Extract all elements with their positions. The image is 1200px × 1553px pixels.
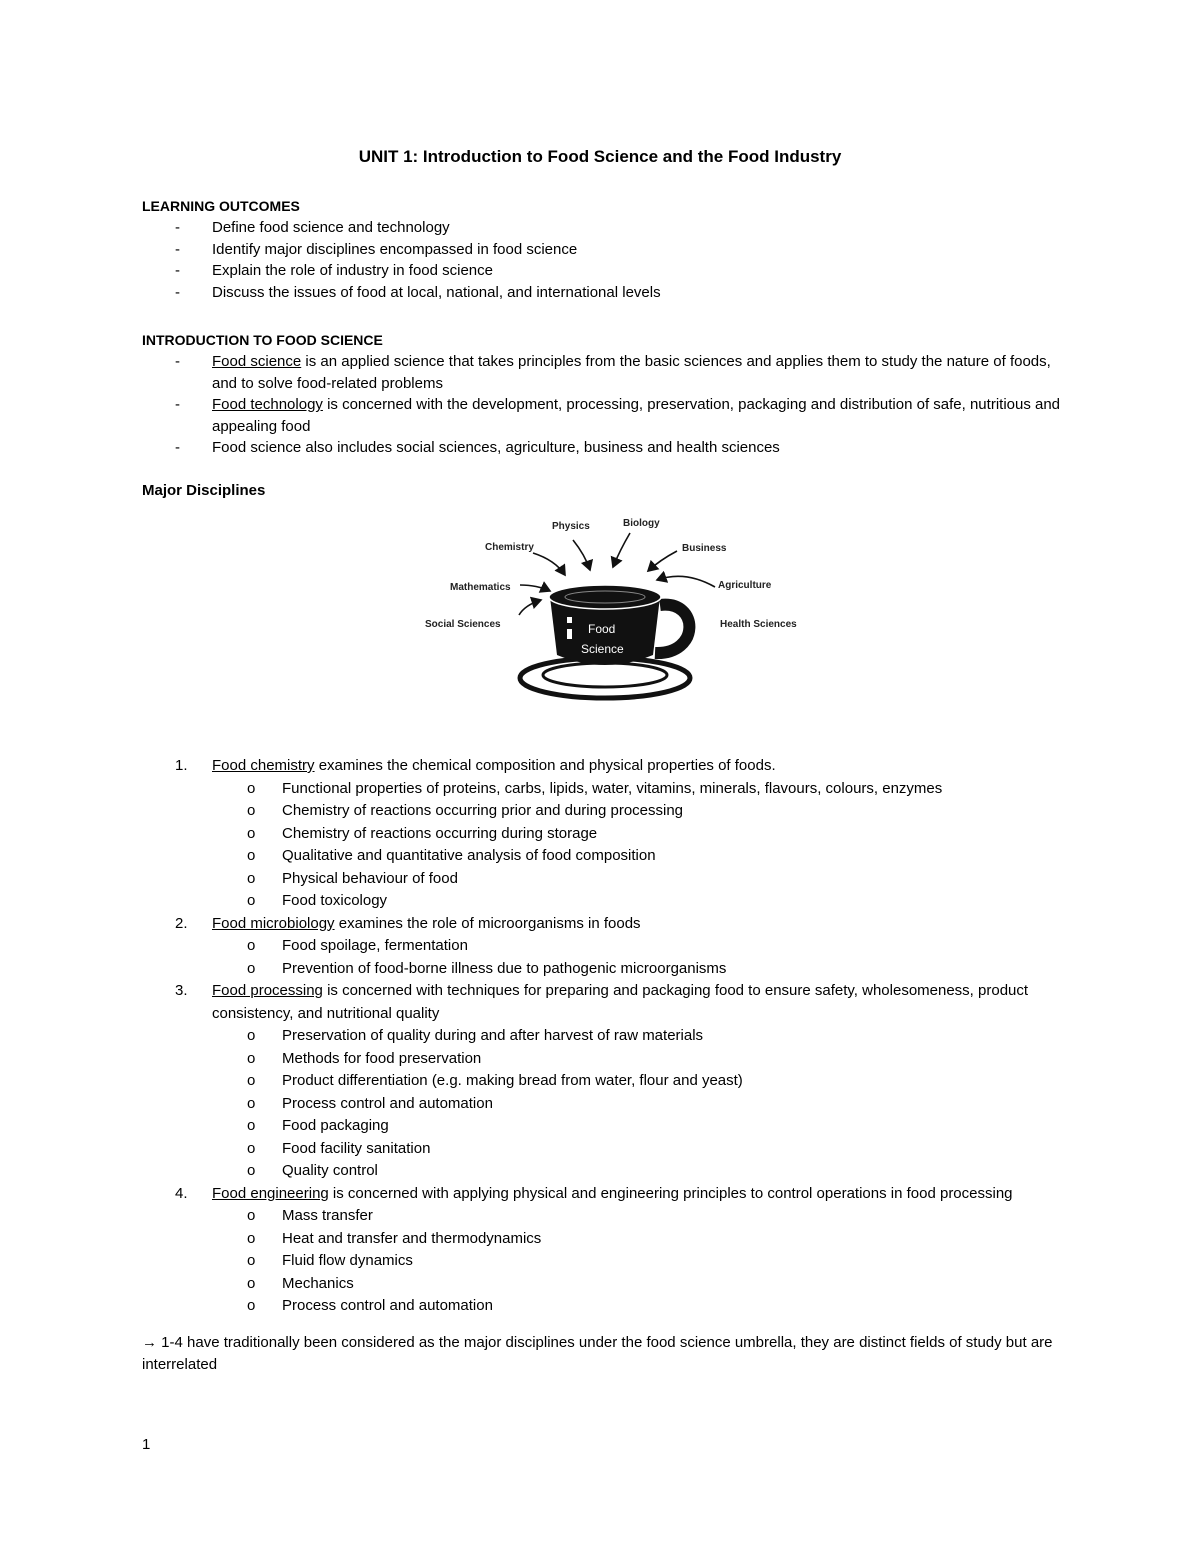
sub-list (212, 1205, 1062, 1318)
dash-bullet: - (175, 219, 180, 236)
sub-item: o Qualitative and quantitative analysis of food composition (247, 847, 656, 864)
intro-heading: INTRODUCTION TO FOOD SCIENCE (142, 332, 383, 348)
cup-handle (655, 605, 689, 653)
disciplines-list (142, 755, 1062, 1318)
list-item: 3. Food processing is concerned with techniques for preparing and packaging food to ensure safety, wholesomeness, product consistency, and nutritional quality o Preservation of quality during and after harvest of raw materials o Methods for food preservation o Product differentiation (e.g. making bread from water, flour and yeast) o Process control and automation o Food packaging o Food facility sanitation o Quality control (142, 980, 1062, 1183)
sub-item: o Food facility sanitation (247, 1139, 431, 1157)
list-item: - Discuss the issues of food at local, national, and international levels (142, 282, 1062, 304)
term: Food engineering (212, 1184, 329, 1202)
sub-item: o Functional properties of proteins, carbs, lipids, water, vitamins, minerals, flavours, colours, enzymes (247, 779, 943, 797)
list-item: 2. Food microbiology examines the role of microorganisms in foods o Food spoilage, fermentation o Prevention of food-borne illness due to pathogenic microorganisms (142, 913, 1062, 981)
label-social-sciences: Social Sciences (425, 619, 501, 630)
arrow-business (648, 551, 677, 571)
sub-item: o Food toxicology (247, 892, 388, 909)
list-item: - Food science also includes social sciences, agriculture, business and health sciences (142, 437, 1062, 459)
dash-bullet: - (175, 439, 180, 457)
sub-item: o Chemistry of reactions occurring prior and during processing (247, 802, 684, 819)
arrow-biology (613, 533, 630, 567)
sub-item: o Chemistry of reactions occurring during storage (247, 824, 598, 842)
cup-label-food: Food (588, 622, 616, 636)
sub-item: o Prevention of food-borne illness due to pathogenic microorganisms (247, 959, 727, 977)
sub-item: o Food spoilage, fermentation (247, 937, 468, 954)
arrow-mathematics (520, 585, 550, 591)
learning-outcomes-list (142, 217, 1062, 303)
sub-list (212, 935, 1062, 980)
label-business: Business (682, 543, 727, 554)
term: Food technology (212, 396, 323, 414)
arrow-icon: → (142, 1334, 157, 1351)
list-item: 1. Food chemistry examines the chemical composition and physical properties of foods. o Functional properties of proteins, carbs, lipids, water, vitamins, minerals, flavours, colours, enzymes o Chemistry of reactions occurring prior and during processing o Chemistry of reactions occurring during storage o Qualitative and quantitative analysis of food composition o Physical behaviour of food o Food toxicology (142, 755, 1062, 913)
arrow-physics (573, 540, 590, 570)
page-title: UNIT 1: Introduction to Food Science and the Food Industry (358, 147, 842, 166)
term: Food microbiology (212, 914, 335, 932)
sub-item: o Process control and automation (247, 1297, 493, 1314)
sub-list (212, 1025, 1062, 1183)
sub-item: o Physical behaviour of food (247, 869, 458, 887)
sub-item: o Mechanics (247, 1274, 354, 1292)
list-item: - Food science is an applied science that takes principles from the basic sciences and applies them to study the nature of foods, and to solve food-related problems (175, 353, 1051, 392)
learning-outcomes-heading: LEARNING OUTCOMES (142, 198, 300, 214)
arrow-chemistry (533, 553, 565, 575)
dash-bullet: - (175, 283, 180, 301)
label-mathematics: Mathematics (450, 582, 511, 593)
sub-item: o Food packaging (247, 1117, 389, 1134)
sub-item: o Quality control (247, 1162, 378, 1179)
sub-item: o Preservation of quality during and after harvest of raw materials (247, 1027, 704, 1044)
page-number: 1 (142, 1436, 151, 1453)
food-science-cup-figure (415, 505, 815, 710)
list-item: - Identify major disciplines encompassed in food science (142, 239, 1062, 261)
arrow-agriculture (657, 576, 715, 587)
dash-bullet: - (175, 396, 180, 414)
list-item: 4. Food engineering is concerned with applying physical and engineering principles to control operations in food processing o Mass transfer o Heat and transfer and thermodynamics o Fluid flow dynamics o Mechanics o Process control and automation (142, 1183, 1062, 1318)
sub-item: o Product differentiation (e.g. making bread from water, flour and yeast) (247, 1072, 743, 1089)
conclusion-note: → 1-4 have traditionally been considered as the major disciplines under the food science umbrella, they are distinct fields of study but are interrelated (142, 1334, 1053, 1373)
label-health-sciences: Health Sciences (720, 619, 797, 630)
sub-item: o Methods for food preservation (247, 1049, 482, 1067)
sub-item: o Fluid flow dynamics (247, 1252, 413, 1269)
label-biology: Biology (623, 518, 660, 529)
list-item: - Food technology is concerned with the development, processing, preservation, packaging and distribution of safe, nutritious and appealing food (175, 396, 1061, 435)
cup-label-science: Science (581, 642, 624, 656)
list-item: - Define food science and technology (142, 217, 1062, 239)
dash-bullet: - (175, 240, 180, 258)
label-agriculture: Agriculture (718, 580, 772, 591)
sub-item: o Heat and transfer and thermodynamics (247, 1229, 542, 1247)
term: Food science (212, 353, 302, 370)
intro-list (142, 351, 1062, 459)
label-chemistry: Chemistry (485, 542, 534, 553)
term: Food chemistry (212, 757, 315, 774)
sub-item: o Mass transfer (247, 1207, 373, 1224)
term: Food processing (212, 982, 323, 999)
dash-bullet: - (175, 353, 180, 370)
dash-bullet: - (175, 262, 180, 280)
arrow-social-sciences (519, 600, 541, 615)
sub-list (212, 778, 1062, 913)
label-physics: Physics (552, 521, 590, 532)
list-item: - Explain the role of industry in food science (142, 260, 1062, 282)
sub-item: o Process control and automation (247, 1094, 493, 1112)
major-disciplines-heading: Major Disciplines (142, 482, 266, 499)
